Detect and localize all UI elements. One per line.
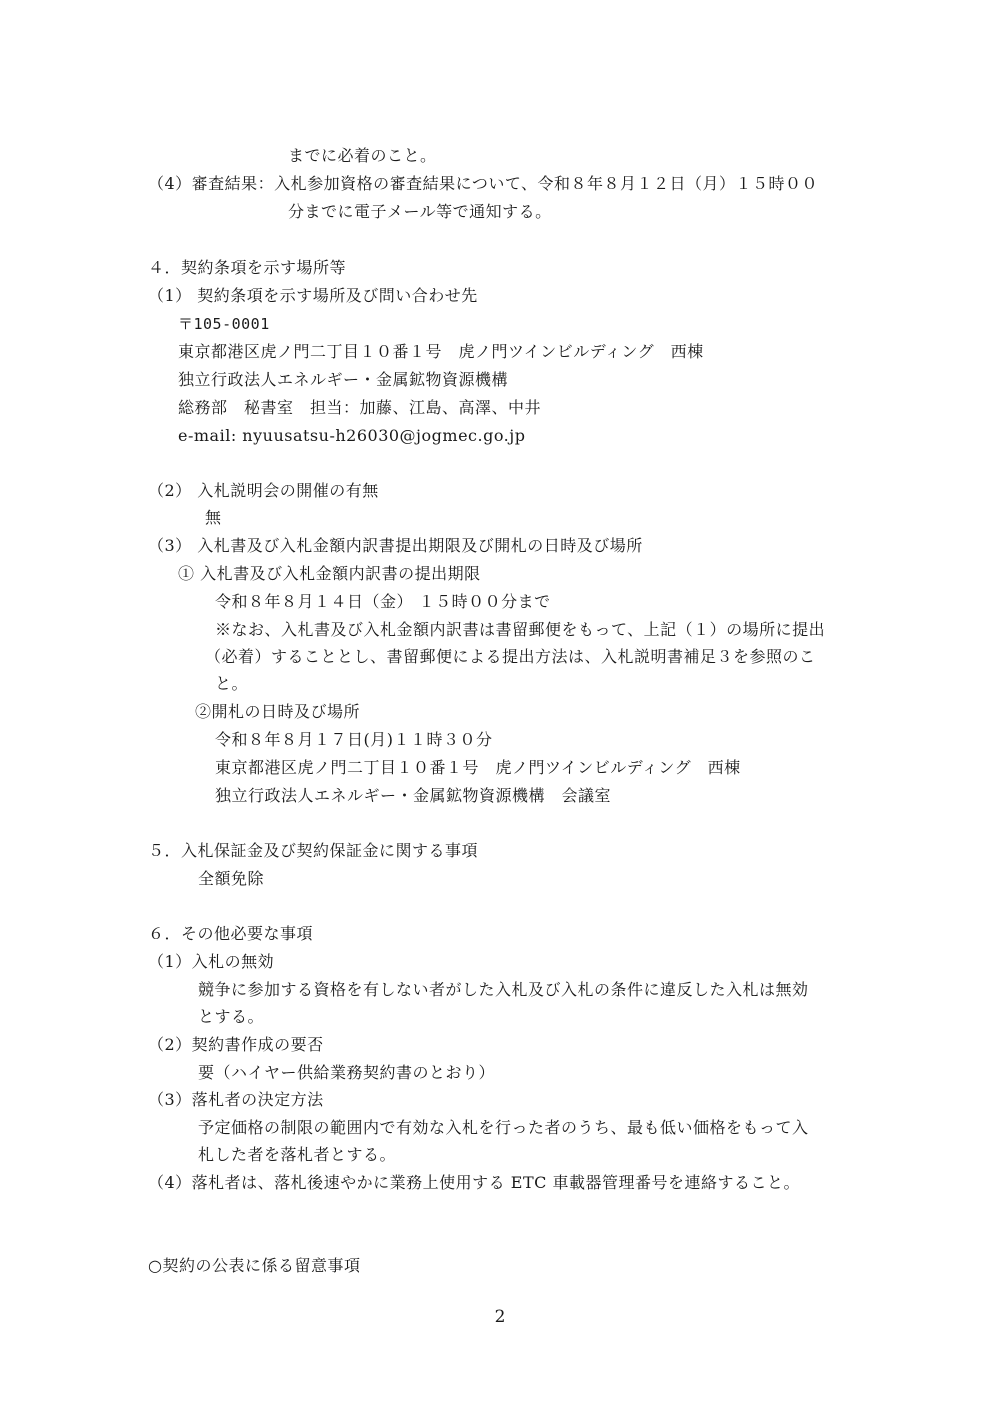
submission-note-line-2: （必着）することとし、書留郵便による提出方法は、入札説明書補足３を参照のこ [205, 647, 816, 666]
deadline-continuation: までに必着のこと。 [288, 146, 437, 165]
section-6-1-text-1: 競争に参加する資格を有しない者がした入札及び入札の条件に違反した入札は無効 [198, 980, 809, 999]
section-6-3-text-1: 予定価格の制限の範囲内で有効な入札を行った者のうち、最も低い価格をもって入 [198, 1118, 809, 1137]
contact-department: 総務部 秘書室 担当：加藤、江島、高澤、中井 [178, 398, 542, 417]
contact-address: 東京都港区虎ノ門二丁目１０番１号 虎ノ門ツインビルディング 西棟 [178, 342, 704, 361]
section-6-3-text-2: 札した者を落札者とする。 [198, 1145, 397, 1164]
contract-publication-note: ○契約の公表に係る留意事項 [148, 1256, 361, 1275]
section-6-1-text-2: とする。 [198, 1007, 265, 1026]
review-result-continuation: 分までに電子メール等で通知する。 [288, 202, 552, 221]
contact-email: e-mail: nyuusatsu-h26030@jogmec.go.jp [178, 426, 526, 445]
section-4-2-title: （2） 入札説明会の開催の有無 [148, 481, 379, 500]
opening-date: 令和８年８月１７日(月)１１時３０分 [215, 730, 493, 749]
submission-deadline-date: 令和８年８月１４日（金） １５時００分まで [215, 592, 551, 611]
opening-address: 東京都港区虎ノ門二丁目１０番１号 虎ノ門ツインビルディング 西棟 [215, 758, 741, 777]
section-6-4-text: （4）落札者は、落札後速やかに業務上使用する ETC 車載器管理番号を連絡すること。 [148, 1173, 800, 1192]
postal-code: 〒105-0001 [178, 315, 270, 333]
review-result-line: （4）審査結果：入札参加資格の審査結果について、令和８年８月１２日（月）１５時００ [148, 174, 819, 193]
section-4-3-title: （3） 入札書及び入札金額内訳書提出期限及び開札の日時及び場所 [148, 536, 643, 555]
page-number: 2 [494, 1307, 506, 1327]
section-5-value: 全額免除 [198, 869, 265, 888]
section-5-heading: ５．入札保証金及び契約保証金に関する事項 [148, 841, 479, 860]
contact-organization: 独立行政法人エネルギー・金属鉱物資源機構 [178, 370, 509, 389]
section-6-2-title: （2）契約書作成の要否 [148, 1035, 324, 1054]
section-4-1-title: （1） 契約条項を示す場所及び問い合わせ先 [148, 286, 478, 305]
section-6-1-title: （1）入札の無効 [148, 952, 275, 971]
section-6-2-text: 要（ハイヤー供給業務契約書のとおり） [198, 1063, 496, 1082]
briefing-value: 無 [205, 508, 222, 527]
opening-place: 独立行政法人エネルギー・金属鉱物資源機構 会議室 [215, 786, 612, 805]
opening-title: ②開札の日時及び場所 [195, 702, 361, 721]
section-6-3-title: （3）落札者の決定方法 [148, 1090, 324, 1109]
section-4-heading: ４．契約条項を示す場所等 [148, 258, 347, 277]
submission-note-line-1: ※なお、入札書及び入札金額内訳書は書留郵便をもって、上記（１）の場所に提出 [215, 620, 826, 639]
section-6-heading: ６．その他必要な事項 [148, 924, 314, 943]
submission-deadline-title: ① 入札書及び入札金額内訳書の提出期限 [178, 564, 481, 583]
submission-note-line-3: と。 [215, 674, 249, 693]
